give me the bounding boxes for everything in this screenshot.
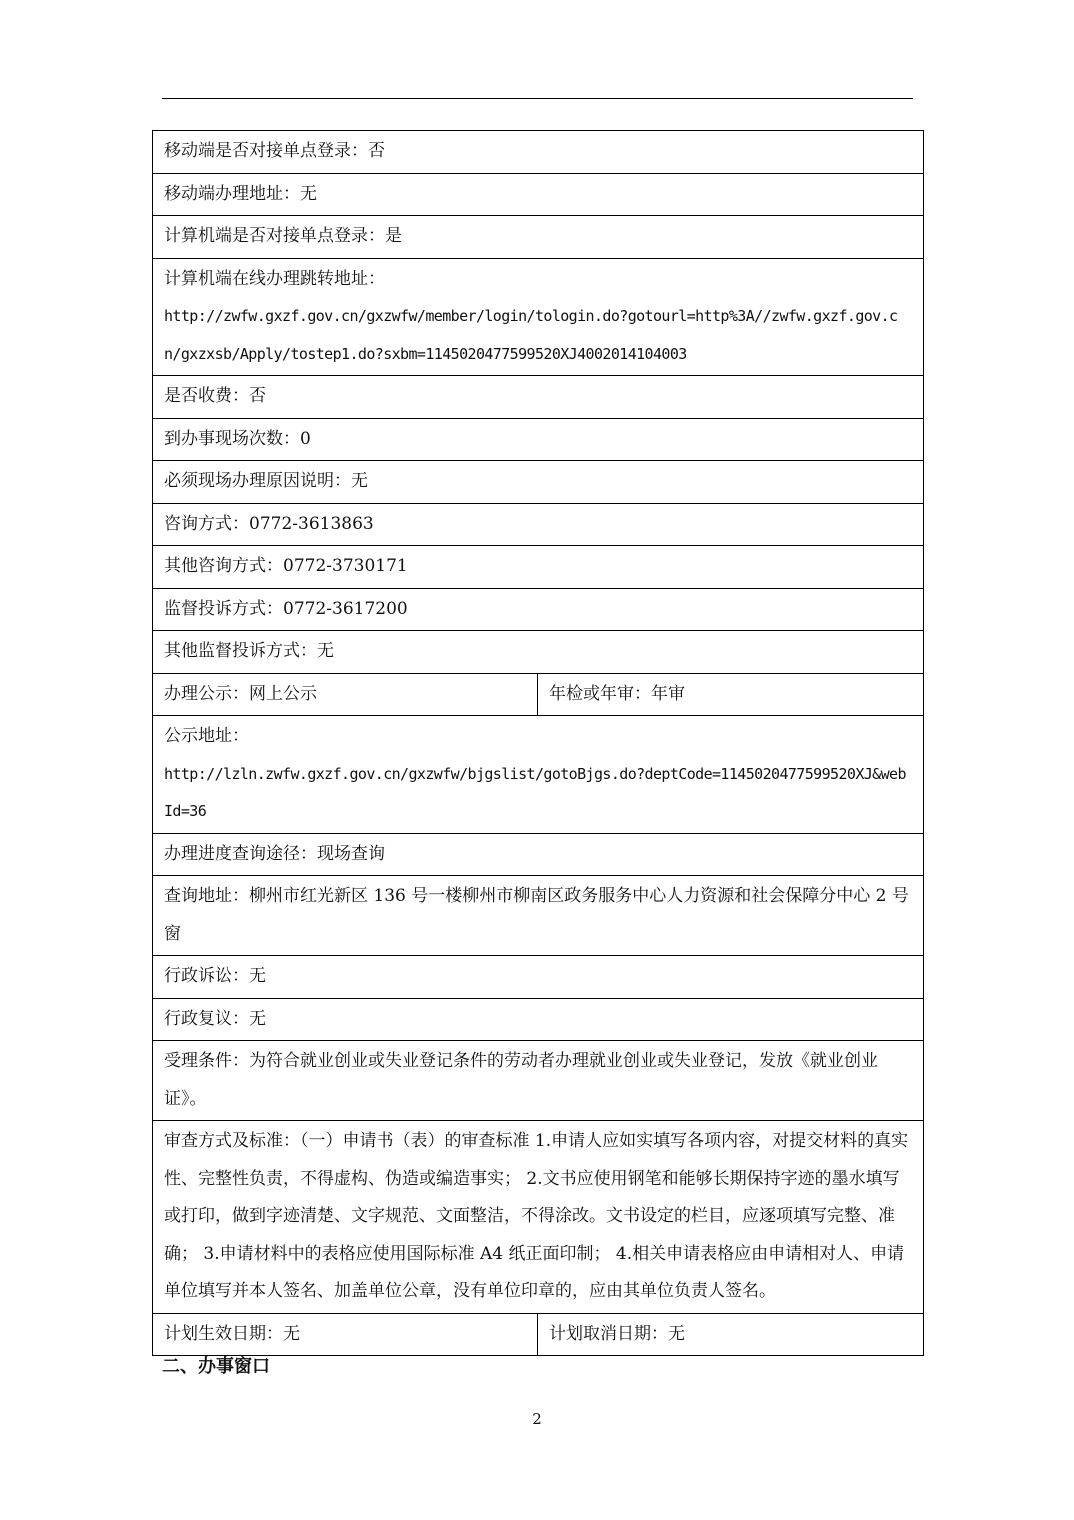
consult-cell: 咨询方式：0772-3613863 <box>153 503 924 546</box>
pc-online-url[interactable]: http://zwfw.gxzf.gov.cn/gxzwfw/member/login/tologin.do?gotourl=http%3A//zwfw.gxzf.gov.cn/gxzxsb/Apply/tostep1.do?sxbm=1145020477599520XJ4002014104003 <box>164 307 898 363</box>
visits-cell: 到办事现场次数：0 <box>153 418 924 461</box>
header-rule <box>162 98 913 99</box>
table-row <box>153 588 924 631</box>
page-number: 2 <box>532 1410 542 1428</box>
plan-effective-cell: 计划生效日期：无 <box>153 1313 538 1356</box>
acceptance-cell: 受理条件：为符合就业创业或失业登记条件的劳动者办理就业创业或失业登记，发放《就业创业证》。 <box>153 1041 924 1121</box>
table-row <box>153 1313 924 1356</box>
table-row <box>153 673 924 716</box>
table-row <box>153 376 924 419</box>
pc-sso-cell: 计算机端是否对接单点登录：是 <box>153 216 924 259</box>
complaint-cell: 监督投诉方式：0772-3617200 <box>153 588 924 631</box>
admin-review-cell: 行政复议：无 <box>153 998 924 1041</box>
onsite-reason-cell: 必须现场办理原因说明：无 <box>153 461 924 504</box>
table-row <box>153 631 924 674</box>
table-row <box>153 131 924 174</box>
annual-review-cell: 年检或年审：年审 <box>538 673 924 716</box>
table-row <box>153 418 924 461</box>
section-title: 二、办事窗口 <box>162 1356 270 1377</box>
table-row <box>153 833 924 876</box>
pc-online-cell <box>153 258 924 376</box>
pc-online-label: 计算机端在线办理跳转地址： <box>164 268 385 289</box>
progress-query-cell: 办理进度查询途径：现场查询 <box>153 833 924 876</box>
table-row <box>153 258 924 376</box>
table-row <box>153 716 924 834</box>
mobile-address-cell: 移动端办理地址：无 <box>153 173 924 216</box>
table-row <box>153 876 924 956</box>
query-address-cell: 查询地址：柳州市红光新区 136 号一楼柳州市柳南区政务服务中心人力资源和社会保障分中心 2 号窗 <box>153 876 924 956</box>
table-row <box>153 216 924 259</box>
publicity-cell: 办理公示：网上公示 <box>153 673 538 716</box>
fee-cell: 是否收费：否 <box>153 376 924 419</box>
table-row <box>153 503 924 546</box>
table-row <box>153 546 924 589</box>
plan-cancel-cell: 计划取消日期：无 <box>538 1313 924 1356</box>
publicity-address-url[interactable]: http://lzln.zwfw.gxzf.gov.cn/gxzwfw/bjgslist/gotoBjgs.do?deptCode=1145020477599520XJ&webId=36 <box>164 764 906 820</box>
mobile-sso-cell: 移动端是否对接单点登录：否 <box>153 131 924 174</box>
table-row <box>153 998 924 1041</box>
publicity-address-label: 公示地址： <box>164 726 249 746</box>
table-row <box>153 173 924 216</box>
complaint-other-cell: 其他监督投诉方式：无 <box>153 631 924 674</box>
table-row <box>153 956 924 999</box>
table-row <box>153 461 924 504</box>
review-standard-cell: 审查方式及标准：（一）申请书（表）的审查标准 1.申请人应如实填写各项内容，对提交材料的真实性、完整性负责，不得虚构、伪造或编造事实； 2.文书应使用钢笔和能够长期保持字迹的墨水填写或打印，做到字迹清楚、文字规范、文面整洁，不得涂改。文书设定的栏目，应逐项填写完整、准确； 3.申请材料中的表格应使用国际标准 A4 纸正面印制； 4.相关申请表格应由申请相对人、申请单位填写并本人签名、加盖单位公章，没有单位印章的，应由其单位负责人签名。 <box>153 1121 924 1314</box>
publicity-address-cell <box>153 716 924 834</box>
admin-litigation-cell: 行政诉讼：无 <box>153 956 924 999</box>
service-info-table <box>152 130 924 1356</box>
consult-other-cell: 其他咨询方式：0772-3730171 <box>153 546 924 589</box>
table-row <box>153 1121 924 1314</box>
table-row <box>153 1041 924 1121</box>
